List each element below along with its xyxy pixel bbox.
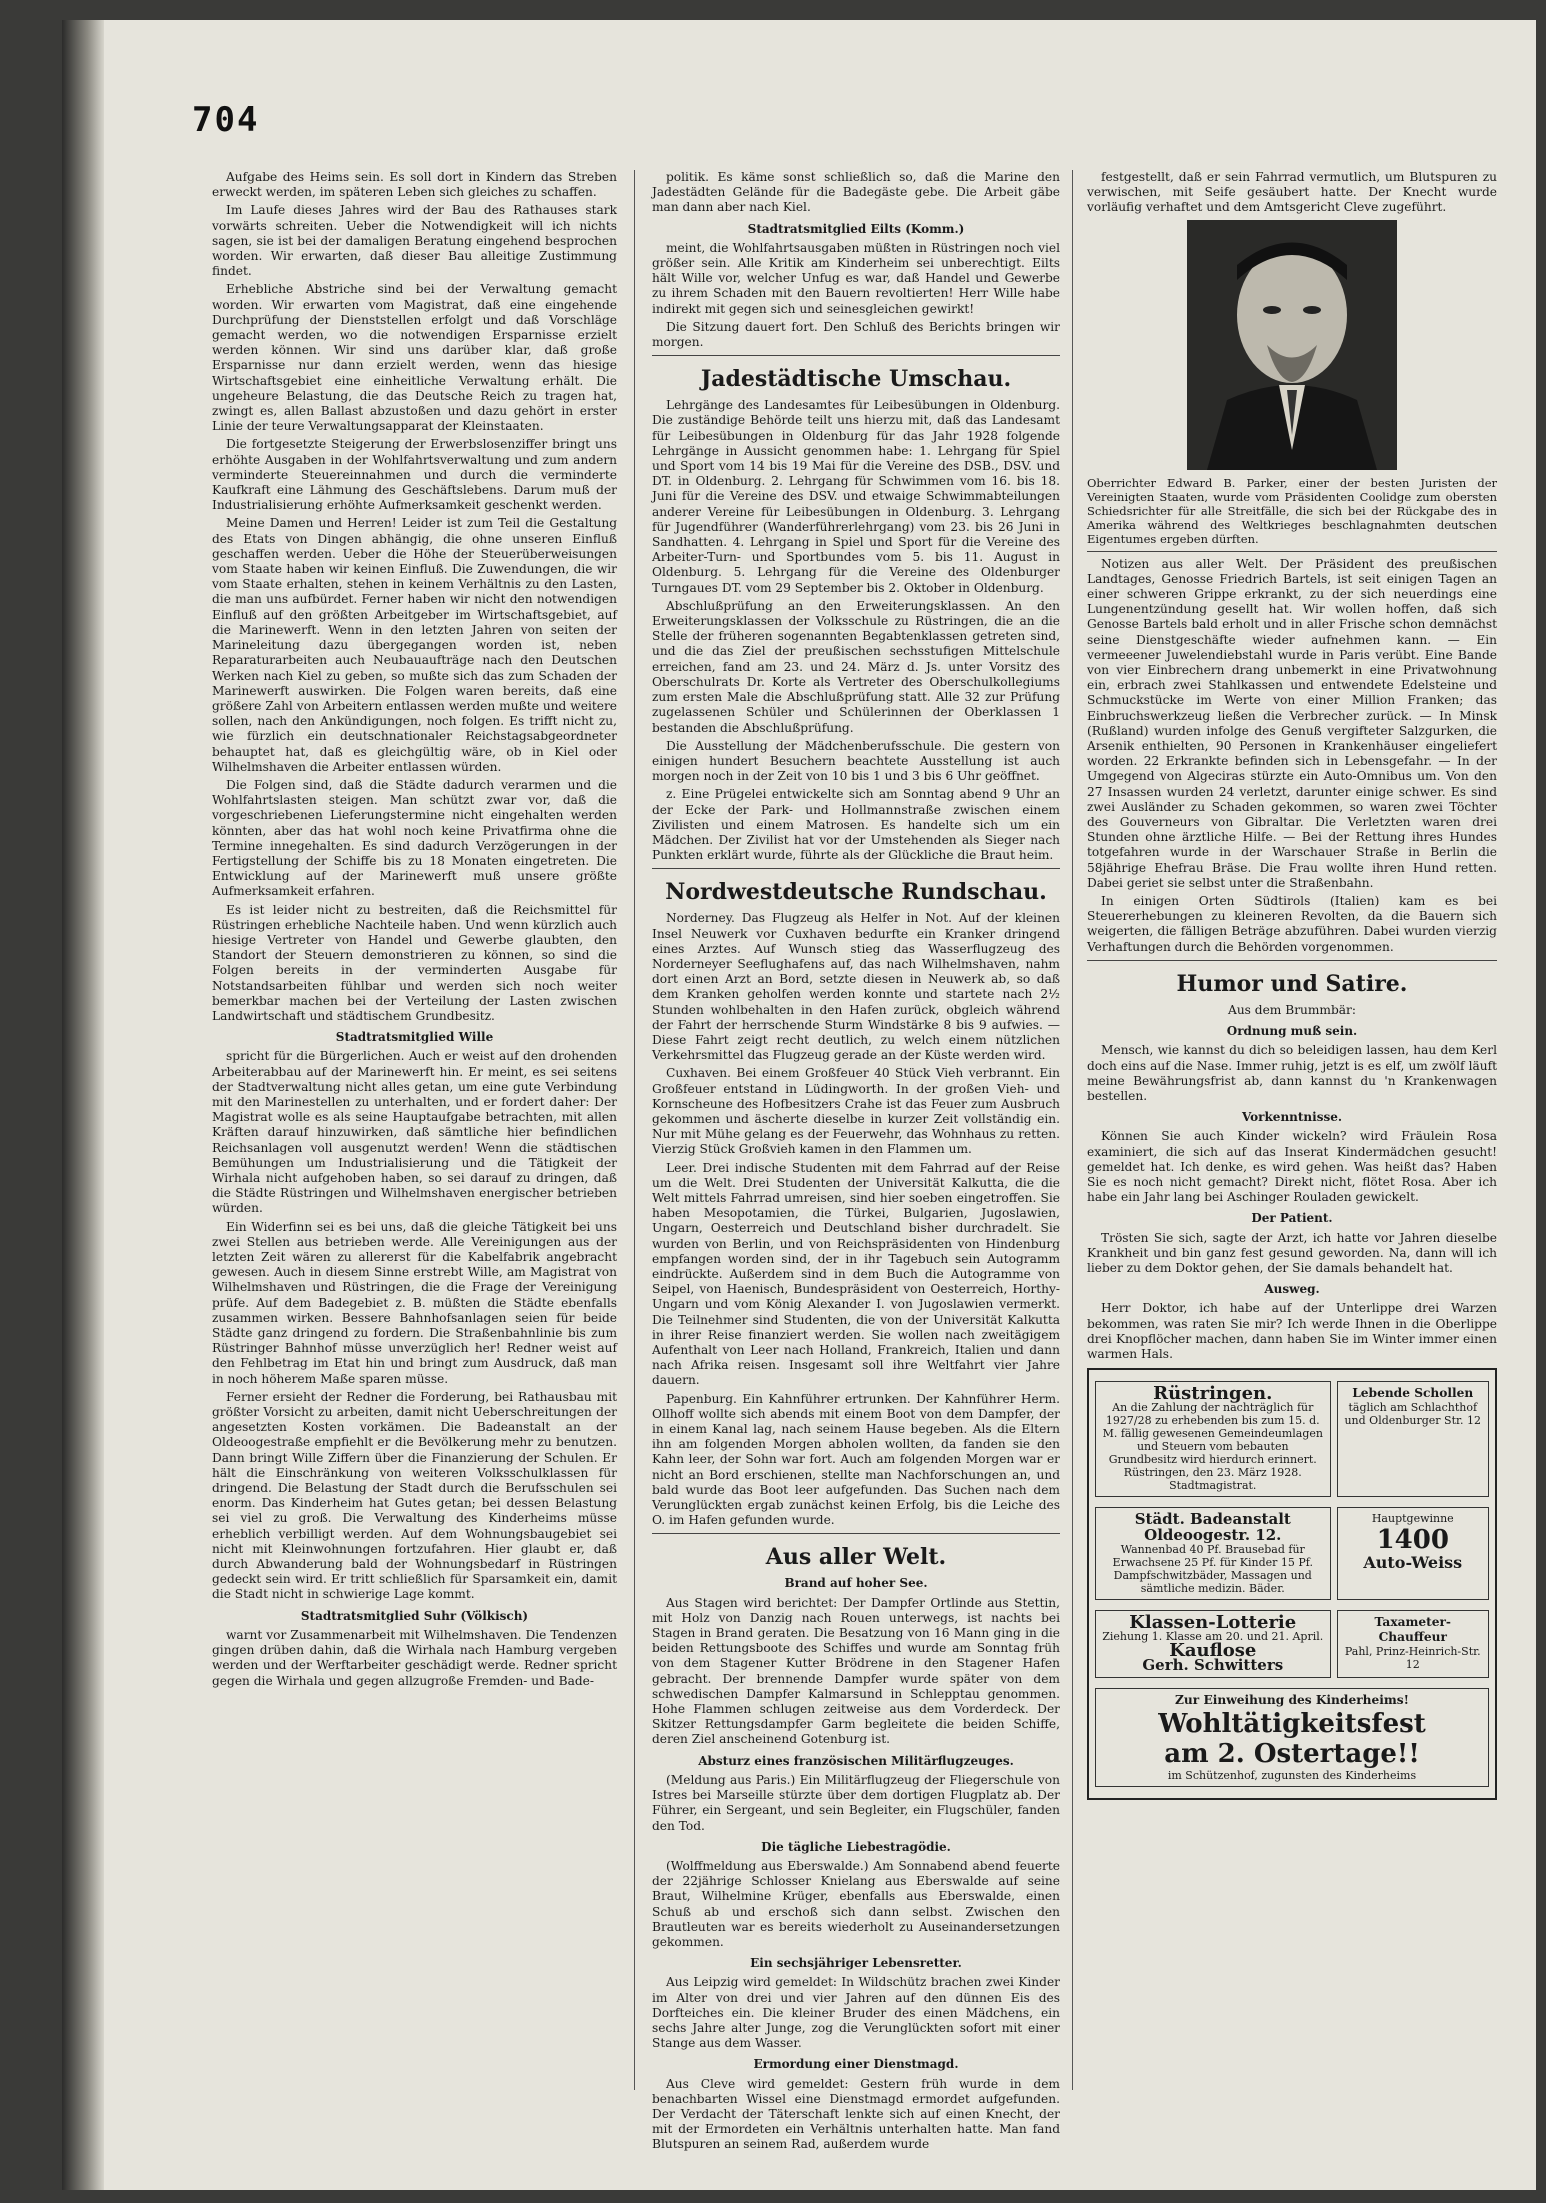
paragraph: Abschlußprüfung an den Erweiterungsklassen. An den Erweiterungsklassen der Volksschule zu Rüstringen, die an die Stelle der früheren sogenannten Begabtenklassen getreten sind, und die das Ziel der preußischen sechsstufigen Mittelschule erreichen, fand am 23. und 24. März d. Js. unter Vorsitz des Oberschulrats Dr. Korte als Vertreter des Oberschulkollegiums zum ersten Male die Abschlußprüfung statt. Alle 32 zur Prüfung zugelassenen Schüler und Schülerinnen der Oberklassen 1 bestanden die Abschlußprüfung. — [652, 598, 1060, 735]
humor-2-title: Vorkenntnisse. — [1241, 1110, 1343, 1125]
paragraph: Die fortgesetzte Steigerung der Erwerbslosenziffer bringt uns erhöhte Ausgaben in der Wohlfahrtsverwaltung und zum andern verminderte Steuereinnahmen und durch die verminderte Kaufkraft eine Lähmung des Geschäftslebens. Darum muß der Industrialisierung erhöhte Aufmerksamkeit geschenkt werden. — [212, 437, 617, 513]
col1-paragraphs-3 — [212, 1628, 617, 1689]
heading-humor: Humor und Satire. — [1176, 970, 1408, 997]
paragraph: Die Folgen sind, daß die Städte dadurch verarmen und die Wohlfahrtslasten steigen. Man schützt zwar vor, daß die vorgeschriebenen Lieferungstermine nicht eingehalten werden könnten, aber das hat wohl noch keine Privatfirma ohne die Termine innegehalten. Es sind dadurch Verzögerungen in der Fertigstellung der Schiffe bis zu 18 Monaten eingetreten. Die Entwicklung auf der Marinewerft muß unsere größte Aufmerksamkeit erfahren. — [212, 777, 617, 899]
paragraph: Ferner ersieht der Redner die Forderung, bei Rathausbau mit größter Vorsicht zu arbeiten, damit nicht Ueberschreitungen der angesetzten Kosten vorkämen. Die Badeanstalt an der Oldeoogestraße empfiehlt er die Bevölkerung mehr zu benutzen. Dann bringt Wille Ziffern über die Finanzierung der Schulen. Er hält die Einschränkung von weiteren Volksschulklassen für dringend. Die Belastung der Stadt durch die Berufsschulen sei enorm. Das Kinderheim hat Gutes getan; bei dessen Belastung sei viel zu groß. Die Verwaltung des Kinderheims müsse erheblich verbilligt werden. Auf dem Wohnungsbaugebiet sei nicht mit Kleinwohnungen fortzufahren. Hier glaubt er, daß durch Abwanderung bald der Wohnungsbedarf in Rüstringen gedeckt sein wird. Er tritt schließlich für Sparsamkeit ein, damit die Stadt nicht in schwierige Lage kommt. — [212, 1389, 617, 1602]
paragraph: Erhebliche Abstriche sind bei der Verwaltung gemacht worden. Wir erwarten vom Magistrat, daß eine eingehende Durchprüfung der Dienststellen erfolgt und daß Vorschläge gemacht werden, wo die notwendigen Ersparnisse erzielt werden können. Wir sind uns darüber klar, daß große Ersparnisse nur dann erzielt werden, wenn das hiesige Wirtschaftsgebiet eine einheitliche Verwaltung erhält. Die ungeheure Belastung, die das Deutsche Reich zu tragen hat, zwingt es, allen Ballast abzustoßen und dazu gehört in erster Linie der teure Verwaltungsapparat der Kleinstaaten. — [212, 282, 617, 434]
col2-paragraphs-7 — [652, 1859, 1060, 1950]
portrait-photo — [1187, 220, 1397, 470]
ad-wohltaetigkeitsfest: Zur Einweihung des Kinderheims! Wohltätigkeitsfest am 2. Ostertage!! im Schützenhof, zugunsten des Kinderheims — [1095, 1688, 1489, 1786]
ad-badeanstalt: Städt. Badeanstalt Oldeoogestr. 12. Wannenbad 40 Pf. Brausebad für Erwachsene 25 Pf. für Kinder 15 Pf. Dampfschwitzbäder, Massagen und sämtliche medizin. Bäder. — [1095, 1507, 1331, 1599]
ad-lebende-schollen: Lebende Schollen täglich am Schlachthof und Oldenburger Str. 12 — [1337, 1381, 1489, 1497]
paragraph: Notizen aus aller Welt. Der Präsident des preußischen Landtages, Genosse Friedrich Bartels, ist seit einigen Tagen an einer schweren Grippe erkrankt, zu der sich neuerdings eine Lungenentzündung gesellt hat. Wir wollen hoffen, daß sich Genosse Bartels bald erholt und in aller Frische schon demnächst seine Dienstgeschäfte wieder aufnehmen kann. — Ein vermeeener Juwelendiebstahl wurde in Paris verübt. Eine Bande von vier Einbrechern drang unbemerkt in eine Privatwohnung ein, erbrach zwei Stahlkassen und entwendete Edelsteine und Schmuckstücke im Werte von einer Million Franken; das Einbruchswerkzeug ließen die Verbrecher zurück. — In Minsk (Rußland) wurden infolge des Genuß vergifteter Salzgurken, die Arsenik enthielten, 90 Personen in Krankenhäuser eingeliefert worden. 22 Erkrankte befinden sich in Lebensgefahr. — In der Umgegend von Algeciras stürzte ein Auto-Omnibus um. Von den 27 Insassen wurden 24 verletzt, darunter einige schwer. Es sind zwei Ausländer zu Schaden gekommen, so waren zwei Töchter des Gouverneurs von Gibraltar. Die Verletzten waren drei Stunden ohne ärztliche Hilfe. — Bei der Rettung ihres Hundes totgefahren wurde in der Warschauer Straße in Berlin die 58jährige Ehefrau Bräse. Die Frau wollte ihren Hund retten. Dabei geriet sie selbst unter die Straßenbahn. — [1087, 556, 1497, 890]
col2-paragraphs-9 — [652, 2077, 1060, 2153]
paragraph: (Wolffmeldung aus Eberswalde.) Am Sonnabend abend feuerte der 22jährige Schlosser Knielang aus Eberswalde auf seine Braut, Wilhelmine Krüger, ebenfalls aus Eberswalde, einen Schuß ab und erschoß sich dann selbst. Zwischen den Brautleuten war es bereits wiederholt zu Auseinandersetzungen gekommen. — [652, 1858, 1060, 1949]
column-rule — [1072, 170, 1073, 2090]
ad-klassen-lotterie: Klassen-Lotterie Ziehung 1. Klasse am 20. und 21. April. Kauflose Gerh. Schwitters — [1095, 1610, 1331, 1679]
humor-2-text: Können Sie auch Kinder wickeln? wird Fräulein Rosa examiniert, die sich auf das Inserat Kindermädchen gesucht! gemeldet hat. Ich denke, es wird gehen. Was heißt das? Haben Sie es noch nicht gemacht? Direkt nicht, flötet Rosa. Aber ich habe ein Jahr lang bei Aschinger Rouladen gewickelt. — [1087, 1129, 1497, 1205]
section-rule — [652, 1533, 1060, 1534]
section-rule — [1087, 960, 1497, 961]
col2-paragraphs-3 — [652, 398, 1060, 863]
ad-taxameter: Taxameter-Chauffeur Pahl, Prinz-Heinrich-Str. 12 — [1337, 1610, 1489, 1679]
paragraph: Die Ausstellung der Mädchenberufsschule. Die gestern von einigen hundert Besuchern beachtete Ausstellung ist auch morgen noch in der Zeit von 10 bis 1 und 3 bis 6 Uhr geöffnet. — [652, 738, 1060, 784]
humor-4-title: Ausweg. — [1264, 1282, 1320, 1297]
col1-paragraphs — [212, 170, 617, 1024]
ad-signature: Stadtmagistrat. — [1169, 1479, 1257, 1493]
section-rule — [1087, 551, 1497, 552]
book-binding — [62, 20, 104, 2190]
ad-auto-weiss: Hauptgewinne 1400 Auto-Weiss — [1337, 1507, 1489, 1599]
column-2 — [652, 170, 1060, 2152]
paragraph: Norderney. Das Flugzeug als Helfer in Not. Auf der kleinen Insel Neuwerk vor Cuxhaven bedurfte ein Kranker dringend eines Arztes. Auf Wunsch stieg das Wasserflugzeug des Norderneyer Seeflughafens auf, das nach Wilhelmshaven, nahm dort einen Arzt an Bord, setzte diesen in Neuwerk ab, so daß dem Kranken geholfen werden konnte und startete nach 2½ Stunden wohlbehalten in den Hafen zurück, obgleich während der Fahrt der herrschende Sturm Windstärke 8 bis 9 aufwies. — Diese Fahrt zeigt recht deutlich, zu welch einem nützlichen Verkehrsmittel das Flugzeug gerade an der Küste werden wird. — [652, 911, 1060, 1063]
paragraph: Lehrgänge des Landesamtes für Leibesübungen in Oldenburg. Die zuständige Behörde teilt uns hierzu mit, daß das Landesamt für Leibesübungen in Oldenburg für das Jahr 1928 folgende Lehrgänge in Aussicht genommen habe: 1. Lehrgang für Spiel und Sport vom 14 bis 19 Mai für die Vereine des DSB., DSV. und DT. in Oldenburg. 2. Lehrgang für Schwimmen vom 16. bis 18. Juni für die Vereine des DSV. und etwaige Schwimmabteilungen anderer Vereine für Leibesübungen in Oldenburg. 3. Lehrgang für Jugendführer (Wanderführerlehrgang) vom 23. bis 26 Juni in Sandhatten. 4. Lehrgang in Spiel und Sport für die Vereine des Arbeiter-Turn- und Sportbundes vom 5. bis 11. August in Oldenburg. 5. Lehrgang für die Vereine des Oldenburger Turngaues DT. vom 29 September bis 2. Oktober in Oldenburg. — [652, 398, 1060, 595]
humor-3-text: Trösten Sie sich, sagte der Arzt, ich hatte vor Jahren dieselbe Krankheit und bin ganz fest gesund geworden. Na, dann will ich lieber zu dem Doktor gehen, der Sie damals behandelt hat. — [1087, 1230, 1497, 1275]
subheading-liebestragoedie: Die tägliche Liebestragödie. — [761, 1839, 951, 1854]
subheading-suhr: Stadtratsmitglied Suhr (Völkisch) — [300, 1608, 529, 1623]
paragraph: Es ist leider nicht zu bestreiten, daß die Reichsmittel für Rüstringen erhebliche Nachteile haben. Und wenn kürzlich auch hiesige Vertreter von Handel und Gewerbe glaubten, den Standort der Steuern demonstrieren zu können, so sind die Folgen bereits in der verminderten Ausgabe für Notstandsarbeiten fühlbar und werden sich noch weiter bemerkbar machen bei der Verteilung der Lasten zwischen Landwirtschaft und städtischem Grundbesitz. — [212, 902, 617, 1023]
advertisements — [1087, 1368, 1497, 1799]
section-rule — [652, 868, 1060, 869]
paragraph: meint, die Wohlfahrtsausgaben müßten in Rüstringen noch viel größer sein. Alle Kritik am Kinderheim sei unberechtigt. Eilts hält Wille vor, welcher Unfug es war, daß Handel und Gewerbe zu ihrem Schaden mit den Bauern revoltierten! Herr Wille habe indirekt mit gegen sich und seinesgleichen gewirkt! — [652, 240, 1060, 316]
paragraph: Im Laufe dieses Jahres wird der Bau des Rathauses stark vorwärts schreiten. Ueber die Notwendigkeit will ich nichts sagen, sie ist bei der damaligen Beratung eingehend besprochen worden. Wir erwarten, daß dieser Bau alleitige Zustimmung findet. — [212, 203, 617, 279]
column-1 — [212, 170, 617, 2100]
subheading-brand: Brand auf hoher See. — [784, 1576, 928, 1591]
paragraph: politik. Es käme sonst schließlich so, daß die Marine den Jadestädten Gelände für die Badegäste gebe. Die Arbeit gäbe man dann aber nach Kiel. — [652, 170, 1060, 215]
paragraph: Die Sitzung dauert fort. Den Schluß des Berichts bringen wir morgen. — [652, 319, 1060, 350]
paragraph: Leer. Drei indische Studenten mit dem Fahrrad auf der Reise um die Welt. Drei Studenten der Universität Kalkutta, die die Welt mittels Fahrrad umreisen, sind hier soeben eingetroffen. Sie haben Mesopotamien, die Türkei, Bulgarien, Jugoslawien, Ungarn, Oesterreich und Deutschland bisher durchradelt. Sie wurden von Berlin, und von Reichspräsidenten von Hindenburg empfangen worden sind, der in ihr Tagebuch sein Autogramm eindrückte. Außerdem sind in dem Buch die Autogramme von Seipel, von Haenisch, Bundespräsident von Oesterreich, Horthy-Ungarn und vom König Alexander I. von Jugoslawien vermerkt. Die Teilnehmer sind Studenten, die von der Universität Kalkutta in ihrer Reise finanziert werden. Sie wollen nach zweitägigem Aufenthalt von Leer nach Holland, Frankreich, Italien und dann nach Afrika reisen. Insgesamt soll ihre Weltfahrt vier Jahre dauern. — [652, 1160, 1060, 1388]
paragraph: Meine Damen und Herren! Leider ist zum Teil die Gestaltung des Etats von Dingen abhängig, die ohne unseren Einfluß geschaffen werden. Ueber die Höhe der Steuerüberweisungen vom Staate haben wir keinen Einfluß. Die Zuwendungen, die wir vom Staate erhalten, stehen in keinem Verhältnis zu den Lasten, die man uns aufbürdet. Ferner haben wir nicht den notwendigen Einfluß auf den größten Arbeitgeber im Wirtschaftsgebiet, auf die Marinewerft. Wenn in den letzten Jahren von seiten der Marineleitung dazu übergegangen worden ist, neben Reparaturarbeiten auch Neubauaufträge nach den Deutschen Werken nach Kiel zu geben, so mußte sich das zum Schaden der Marinewerft auswirken. Die Folgen waren bereits, daß eine größere Zahl von Arbeitern entlassen werden mußte und weitere sollen, nach den Ankündigungen, noch folgen. Es trifft nicht zu, wie fürzlich ein deutschnationaler Reichstagsabgeordneter behauptet hat, daß es gleichgültig wäre, ob in Kiel oder Wilhelmshaven die Arbeiter entlassen würden. — [212, 516, 617, 774]
paragraph: Aufgabe des Heims sein. Es soll dort in Kindern das Streben erweckt werden, im späteren Leben sich gleiches zu schaffen. — [212, 170, 617, 200]
paragraph: Papenburg. Ein Kahnführer ertrunken. Der Kahnführer Herm. Ollhoff wollte sich abends mit einem Boot von dem Dampfer, der in einem Kanal lag, nach seinem Hause begeben. Als die Eltern ihn am folgenden Morgen abholen wollten, da fanden sie den Kahn leer, der Sohn war fort. Auch am folgenden Morgen war er nicht an Bord erschienen, stellte man Nachforschungen an, und bald wurde das Boot leer aufgefunden. Das Suchen nach dem Verunglückten ergab zunächst keinen Erfolg, bis die Leiche des O. im Hafen gefunden wurde. — [652, 1391, 1060, 1528]
col2-paragraphs-8 — [652, 1975, 1060, 2051]
newspaper-page — [62, 20, 1536, 2190]
heading-jadestaedtische: Jadestädtische Umschau. — [700, 366, 1012, 393]
subheading-eilts: Stadtratsmitglied Eilts (Komm.) — [747, 221, 965, 236]
col3-paragraphs — [1087, 170, 1497, 216]
section-rule — [652, 355, 1060, 356]
paragraph: In einigen Orten Südtirols (Italien) kam es bei Steuererhebungen zu kleineren Revolten, da die Bauern sich weigerten, die fälligen Beträge abzuführen. Dabei wurden vierzig Verhaftungen durch die Behörden vorgenommen. — [1087, 894, 1497, 954]
subheading-ermordung: Ermordung einer Dienstmagd. — [753, 2057, 959, 2072]
subheading-absturz: Absturz eines französischen Militärflugzeuges. — [698, 1753, 1014, 1768]
col2-paragraphs-4 — [652, 911, 1060, 1528]
paragraph: (Meldung aus Paris.) Ein Militärflugzeug der Fliegerschule von Istres bei Marseille stürzte über dem dortigen Flugplatz ab. Der Führer, ein Sergeant, und sein Begleiter, ein Flugschüler, fanden den Tod. — [652, 1772, 1060, 1833]
paragraph: z. Eine Prügelei entwickelte sich am Sonntag abend 9 Uhr an der Ecke der Park- und Hollmannstraße zwischen einem Zivilisten und einem Matrosen. Es handelte sich um ein Mädchen. Der Zivilist hat vor der Umstehenden als Sieger nach Punkten erklärt wurde, führte als der Glückliche die Braut heim. — [652, 787, 1060, 863]
paragraph: Ein Widerfinn sei es bei uns, daß die gleiche Tätigkeit bei uns zwei Stellen aus betrieben werde. Alle Vereinigungen aus der letzten Zeit wären zu allererst für die Kabelfabrik angebracht gewesen. Auch in diesem Sinne erstrebt Wille, am Magistrat von Wilhelmshaven und Rüstringen, die die Frage der Vereinigung prüfe. Auf dem Badegebiet z. B. müßten die Städte ebenfalls zusammen wirken. Bessere Bahnhofsanlagen seien für beide Städte ganz dringend zu fordern. Die Straßenbahnlinie bis zum Rüstringer Bahnhof müsse unverzüglich her! Redner weist auf den Fehlbetrag im Etat hin und bringt zum Ausdruck, daß man in noch höherem Maße sparen müsse. — [212, 1219, 617, 1386]
paragraph: Aus Stagen wird berichtet: Der Dampfer Ortlinde aus Stettin, mit Holz von Danzig nach Rouen unterwegs, ist nachts bei Stagen in Brand geraten. Die Besatzung von 16 Mann ging in die beiden Rettungsboote des Schiffes und wurde am Sonntag früh von dem Stagener Kutter Brödrene in den Stagener Hafen gebracht. Der brennende Dampfer wurde später von dem schwedischen Dampfer Kalmarsund in Schlepptau genommen. Hohe Flammen schlugen zeitweise aus dem Vorderdeck. Der Skitzer Rettungsdampfer Garm begleitete die beiden Schiffe, deren Ziel anscheinend Gotenburg ist. — [652, 1595, 1060, 1747]
paragraph: festgestellt, daß er sein Fahrrad vermutlich, um Blutspuren zu verwischen, mit Seife gesäubert hatte. Der Knecht wurde vorläufig verhaftet und dem Amtsgericht Cleve zugeführt. — [1087, 170, 1497, 215]
humor-1-text: Mensch, wie kannst du dich so beleidigen lassen, hau dem Kerl doch eins auf die Nase. Immer ruhig, jetzt is es elf, um zwölf läuft meine Bewährungsfrist ab, dann kannst du 'n Krankenwagen bestellen. — [1087, 1043, 1497, 1103]
heading-aus-aller-welt: Aus aller Welt. — [765, 1544, 947, 1571]
paragraph: Cuxhaven. Bei einem Großfeuer 40 Stück Vieh verbrannt. Ein Großfeuer entstand in Lüdingworth. In der großen Vieh- und Kornscheune des Hofbesitzers Crahe ist das Feuer zum Ausbruch gekommen und äscherte dieselbe in kurzer Zeit vollständig ein. Nur mit Mühe gelang es der Feuerwehr, das Wohnhaus zu retten. Vierzig Stück Großvieh kamen in den Flammen um. — [652, 1066, 1060, 1157]
paragraph: Aus Leipzig wird gemeldet: In Wildschütz brachen zwei Kinder im Alter von drei und vier Jahren auf den dünnen Eis des Dorfteiches ein. Die kleiner Bruder des einen Mädchens, ein sechs Jahre alter Junge, zog die Verunglückten sofort mit einer Stange aus dem Wasser. — [652, 1975, 1060, 2051]
col2-paragraphs — [652, 170, 1060, 216]
ad-ruestringen: Rüstringen. An die Zahlung der nachträglich für 1927/28 zu erhebenden bis zum 15. d. M. fällig gewesenen Gemeindeumlagen und Steuern vom bebauten Grundbesitz wird hierdurch erinnert. Rüstringen, den 23. März 1928. Stadtmagistrat. — [1095, 1381, 1331, 1497]
col2-paragraphs-6 — [652, 1773, 1060, 1834]
col2-paragraphs-5 — [652, 1596, 1060, 1748]
humor-4-text: Herr Doktor, ich habe auf der Unterlippe drei Warzen bekommen, was raten Sie mir? Ich werde Ihnen in die Oberlippe drei Knopflöcher machen, dann haben Sie im Winter immer einen warmen Hals. — [1087, 1301, 1497, 1361]
paragraph: warnt vor Zusammenarbeit mit Wilhelmshaven. Die Tendenzen gingen drüben dahin, daß die Wirhala nach Hamburg vergeben werden und der Werftarbeiter geschädigt werde. Redner spricht gegen die Wirhala und gegen allzugroße Fremden- und Bade- — [212, 1627, 617, 1688]
paragraph: spricht für die Bürgerlichen. Auch er weist auf den drohenden Arbeiterabbau auf der Marinewerft hin. Er meint, es sei seitens der Stadtverwaltung nicht alles getan, um eine gute Verbindung mit den Marinestellen zu unterhalten, und er fordert daher: Der Magistrat wolle es als seine Hauptaufgabe betrachten, mit allen Kräften darauf hinzuwirken, daß sämtliche hier befindlichen Reichsanlagen voll ausgenutzt werden! Wenn die städtischen Bemühungen um Industrialisierung und die Tätigkeit der Wirhala nicht aufgehoben haben, so sei darauf zu dringen, daß die Städte Rüstringen und Wilhelmshaven energischer betrieben würden. — [212, 1049, 617, 1216]
paragraph: Aus Cleve wird gemeldet: Gestern früh wurde in dem benachbarten Wissel eine Dienstmagd ermordet aufgefunden. Der Verdacht der Täterschaft lenkte sich auf einen Knecht, der mit der Ermordeten ein Verhältnis unterhalten hatte. Man fand Blutspuren an seinem Rad, außerdem wurde — [652, 2076, 1060, 2152]
col2-paragraphs-2 — [652, 241, 1060, 350]
humor-1-title: Ordnung muß sein. — [1226, 1024, 1358, 1039]
subheading-wille: Stadtratsmitglied Wille — [335, 1030, 494, 1045]
page-number: 704 — [192, 100, 260, 140]
col3-paragraphs-2 — [1087, 557, 1497, 955]
column-rule — [634, 170, 635, 2090]
humor-intro: Aus dem Brummbär: — [1228, 1002, 1356, 1017]
portrait-caption: Oberrichter Edward B. Parker, einer der besten Juristen der Vereinigten Staaten, wurde vom Präsidenten Coolidge zum obersten Schiedsrichter für alle Streitfälle, die sich bei der Rückgabe des in Amerika während des Weltkrieges beschlagnahmten deutschen Eigentumes ergeben dürften. — [1087, 475, 1497, 546]
col1-paragraphs-2 — [212, 1049, 617, 1602]
heading-nordwestdeutsche: Nordwestdeutsche Rundschau. — [665, 879, 1047, 906]
humor-3-title: Der Patient. — [1251, 1211, 1333, 1226]
subheading-lebensretter: Ein sechsjähriger Lebensretter. — [750, 1956, 962, 1971]
column-3 — [1087, 170, 1497, 2100]
